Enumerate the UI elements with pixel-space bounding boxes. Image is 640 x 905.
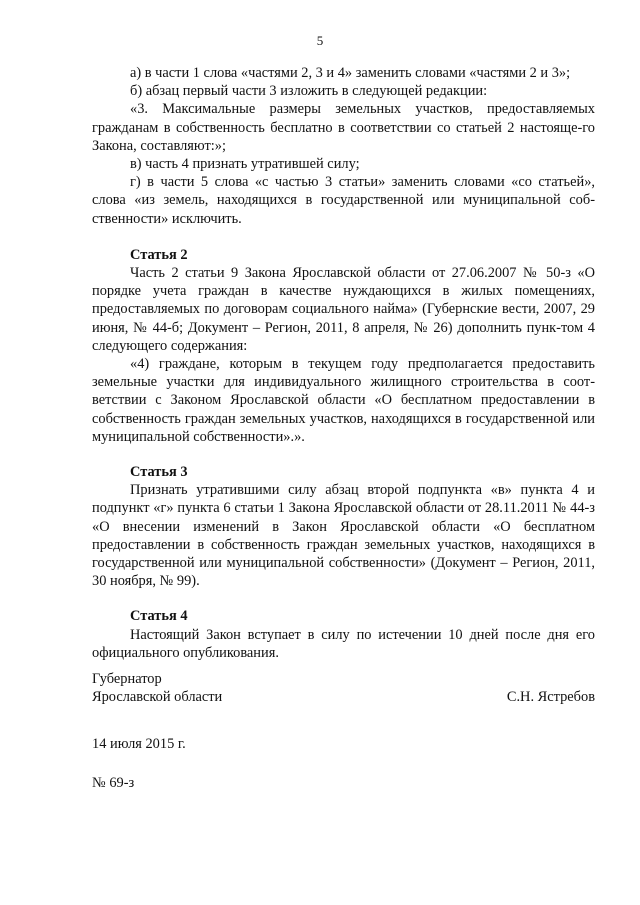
paragraph-g: г) в части 5 слова «с частью 3 статьи» заменить словами «со статьей», слова «из земель, находящихся в государственной или муниципальной соб-ственности» исключить. — [92, 174, 595, 227]
signatory-name: С.Н. Ястребов — [506, 689, 595, 706]
paragraph-a: а) в части 1 слова «частями 2, 3 и 4» заменить словами «частями 2 и 3»; — [130, 65, 571, 81]
law-number: № 69-з — [92, 775, 135, 791]
signatory-role-line-1: Губернатор — [92, 671, 162, 687]
page-number: 5 — [316, 33, 324, 48]
article-2-title: Статья 2 — [130, 246, 188, 263]
paragraph-b: б) абзац первый части 3 изложить в следующей редакции: — [130, 83, 488, 100]
signatory-role-line-2: Ярославской области — [92, 689, 223, 706]
article-2-paragraph-2: «4) граждане, которым в текущем году предполагается предоставить земельные участки для индивидуального жилищного строительства в соот-ветствии с Законом Ярославской области «О бесплатном предоставлении в собственность граждан земельных участков, находящихся в государственной или муниципальной собственности».». — [92, 356, 595, 445]
article-3-paragraph-1: Признать утратившими силу абзац второй подпункта «в» пункта 4 и подпункт «г» пункта 6 статьи 1 Закона Ярославской области от 28.11.2011 № 44-з «О внесении изменений в Закон Ярославской области «О бесплатном предоставлении в собственность граждан земельных участков, находящихся в государственной или муниципальной собственности» (Документ – Регион, 2011, 30 ноября, № 99). — [92, 482, 595, 590]
paragraph-v: в) часть 4 признать утратившей силу; — [130, 156, 360, 173]
article-4-title: Статья 4 — [130, 608, 188, 625]
paragraph-quote: «3. Максимальные размеры земельных участков, предоставляемых гражданам в собственность бесплатно в соответствии со статьей 2 настояще-го Закона, составляют:»; — [92, 101, 595, 154]
signature-block — [92, 670, 595, 706]
document-date: 14 июля 2015 г. — [92, 736, 186, 752]
article-2-paragraph-1: Часть 2 статьи 9 Закона Ярославской области от 27.06.2007 № 50-з «О порядке учета граждан в качестве нуждающихся в жилых помещениях, предоставляемых по договорам социального найма» (Губернские вести, 2007, 29 июня, № 44-б; Документ – Регион, 2011, 8 апреля, № 26) дополнить пунк-том 4 следующего содержания: — [92, 265, 595, 354]
article-4-paragraph-1: Настоящий Закон вступает в силу по истечении 10 дней после дня его официального опубликования. — [92, 626, 595, 661]
document-body — [92, 64, 595, 662]
article-3-title: Статья 3 — [130, 464, 188, 481]
